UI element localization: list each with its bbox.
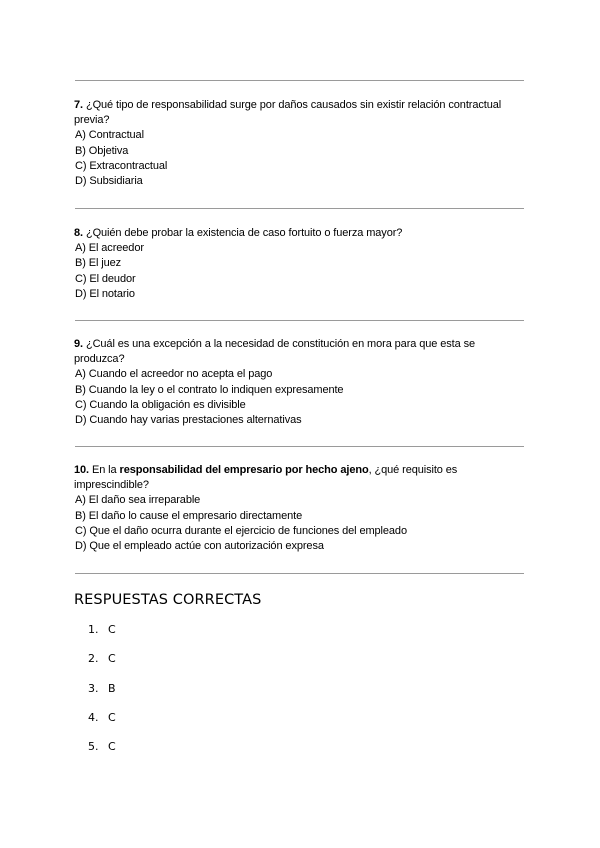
answers-list xyxy=(88,622,116,768)
options-list xyxy=(74,367,524,428)
answer-value: C xyxy=(108,652,116,666)
question-number: 8. xyxy=(74,227,83,239)
answer-value: C xyxy=(108,623,116,636)
answer-number: 3. xyxy=(88,681,99,695)
option-c: C) Cuando la obligación es divisible xyxy=(75,398,246,411)
option-b: B) El daño lo cause el empresario directamente xyxy=(75,509,303,522)
option-b: B) Cuando la ley o el contrato lo indiquen expresamente xyxy=(75,383,344,396)
option-d: D) El notario xyxy=(75,287,135,300)
option-a: A) El acreedor xyxy=(75,242,144,255)
question-9 xyxy=(74,337,524,428)
answer-item xyxy=(88,710,116,739)
answer-number: 4. xyxy=(88,710,99,724)
divider xyxy=(75,446,524,447)
question-8 xyxy=(74,226,524,302)
option-d: D) Subsidiaria xyxy=(75,175,143,188)
option-c: C) Extracontractual xyxy=(75,159,168,172)
answer-item xyxy=(88,622,116,651)
answer-value: C xyxy=(108,710,116,724)
question-text xyxy=(74,226,524,241)
divider xyxy=(75,320,524,321)
option-a: A) Cuando el acreedor no acepta el pago xyxy=(75,368,273,381)
option-d: D) Cuando hay varias prestaciones alternativas xyxy=(75,414,302,427)
option-d: D) Que el empleado actúe con autorización expresa xyxy=(75,540,324,553)
answer-value: B xyxy=(108,681,116,695)
options-list xyxy=(74,241,524,302)
option-a: A) Contractual xyxy=(75,129,144,142)
options-list xyxy=(74,128,524,189)
question-number: 9. xyxy=(74,338,83,350)
divider xyxy=(75,573,524,574)
question-text xyxy=(74,463,524,493)
option-b: B) Objetiva xyxy=(75,144,129,157)
option-b: B) El juez xyxy=(75,257,122,270)
answer-item xyxy=(88,739,116,768)
question-number: 7. xyxy=(74,99,83,111)
option-c: C) Que el daño ocurra durante el ejercicio de funciones del empleado xyxy=(75,524,407,537)
answer-number: 2. xyxy=(88,652,99,666)
question-text xyxy=(74,98,524,128)
question-prompt: ¿Qué tipo de responsabilidad surge por daños causados sin existir relación contractual previa? xyxy=(74,99,502,127)
question-prompt: ¿Quién debe probar la existencia de caso fortuito o fuerza mayor? xyxy=(85,227,403,239)
answer-number: 1. xyxy=(88,623,99,636)
answer-item xyxy=(88,681,116,710)
option-c: C) El deudor xyxy=(75,272,136,285)
options-list xyxy=(74,493,524,554)
question-prompt: ¿Cuál es una excepción a la necesidad de constitución en mora para que esta se produzca? xyxy=(74,338,476,366)
question-10 xyxy=(74,463,524,554)
question-text xyxy=(74,337,524,367)
question-prompt-start: En la xyxy=(91,464,117,476)
option-a: A) El daño sea irreparable xyxy=(75,494,201,507)
answers-heading: RESPUESTAS CORRECTAS xyxy=(74,592,262,608)
question-7 xyxy=(74,98,524,189)
question-prompt-end: , ¿qué requisito es imprescindible? xyxy=(74,464,458,492)
answer-value: C xyxy=(108,740,116,754)
question-number: 10. xyxy=(74,464,89,476)
question-prompt-bold: responsabilidad del empresario por hecho ajeno xyxy=(119,464,369,476)
divider xyxy=(75,208,524,209)
answer-item xyxy=(88,651,116,680)
answer-number: 5. xyxy=(88,740,99,754)
divider xyxy=(75,80,524,81)
